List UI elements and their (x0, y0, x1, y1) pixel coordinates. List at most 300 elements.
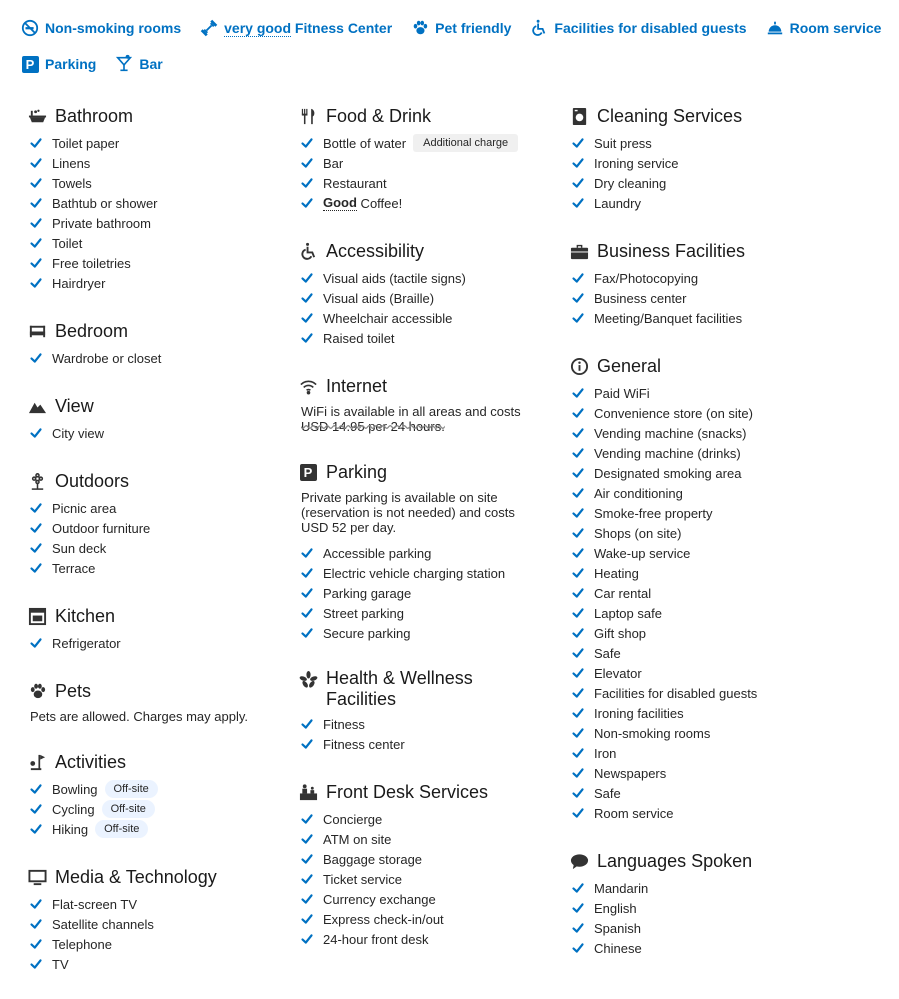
facility-item (568, 643, 848, 663)
facility-list (297, 133, 552, 213)
facility-label: Paid WiFi (594, 385, 650, 401)
facility-item (297, 288, 552, 308)
facility-label: Outdoor furniture (52, 520, 151, 536)
facility-item (568, 268, 848, 288)
paw-icon (26, 680, 48, 702)
facility-item (568, 523, 848, 543)
facility-label: Gift shop (594, 625, 647, 641)
facility-label: TV (52, 956, 69, 972)
facility-label: Ironing service (594, 155, 679, 171)
facility-label: Free toiletries (52, 255, 131, 271)
facility-label: Car rental (594, 585, 652, 601)
checkmark-icon (297, 913, 323, 925)
group-title: Bathroom (55, 105, 134, 126)
checkmark-icon (297, 332, 323, 344)
facility-label: English (594, 900, 637, 916)
highlight-label: Room service (789, 20, 882, 36)
facility-list (26, 133, 276, 293)
group-food-drink (297, 103, 552, 213)
wheelchair-icon (529, 18, 549, 38)
mountain-icon (26, 395, 48, 417)
facility-item (568, 898, 848, 918)
facility-label: Terrace (52, 560, 96, 576)
facility-label: Bar (323, 155, 344, 171)
facility-list (568, 268, 848, 328)
checkmark-icon (568, 627, 594, 639)
group-activities (26, 749, 276, 839)
facility-label: Refrigerator (52, 635, 121, 651)
facility-label: City view (52, 425, 105, 441)
checkmark-icon (26, 217, 52, 229)
highlight-room-service (765, 18, 882, 38)
facility-label: Bowling (52, 781, 98, 797)
facility-item (26, 423, 276, 443)
checkmark-icon (26, 958, 52, 970)
facility-label: Air conditioning (594, 485, 683, 501)
facility-item (568, 783, 848, 803)
facility-item (568, 288, 848, 308)
checkmark-icon (26, 938, 52, 950)
facility-list (297, 543, 552, 643)
checkmark-icon (297, 933, 323, 945)
facility-label: Toilet (52, 235, 83, 251)
facility-label: Currency exchange (323, 891, 436, 907)
group-accessibility (297, 238, 552, 348)
facility-item (568, 683, 848, 703)
highlight-label: Bar (139, 56, 163, 72)
facility-item (26, 213, 276, 233)
group-languages (568, 848, 848, 958)
facility-label: Restaurant (323, 175, 387, 191)
facility-item (297, 583, 552, 603)
group-business (568, 238, 848, 328)
facility-item (297, 193, 552, 213)
facility-label: Express check-in/out (323, 911, 444, 927)
facility-item (26, 558, 276, 578)
group-general (568, 353, 848, 823)
checkmark-icon (26, 352, 52, 364)
checkmark-icon (568, 312, 594, 324)
facility-list (26, 779, 276, 839)
facility-item (568, 503, 848, 523)
facility-label: Street parking (323, 605, 404, 621)
checkmark-icon (297, 627, 323, 639)
facility-item (26, 954, 276, 974)
facility-label: Toilet paper (52, 135, 120, 151)
facility-label: Facilities for disabled guests (594, 685, 758, 701)
wifi-price: USD 14.95 per 24 hours. (301, 419, 445, 434)
facility-label: Satellite channels (52, 916, 154, 932)
group-title: Parking (326, 461, 388, 482)
checkmark-icon (26, 427, 52, 439)
checkmark-icon (568, 547, 594, 559)
checkmark-icon (568, 727, 594, 739)
checkmark-icon (297, 813, 323, 825)
checkmark-icon (297, 718, 323, 730)
facility-label: Mandarin (594, 880, 649, 896)
group-health-wellness: Health & Wellness Facilities Fitness Fitness center (297, 668, 552, 754)
facility-label: Linens (52, 155, 91, 171)
no-smoking-icon (20, 18, 40, 38)
column-1 (26, 103, 276, 999)
facility-item (568, 743, 848, 763)
facility-item (297, 543, 552, 563)
facility-item (26, 233, 276, 253)
paw-icon (410, 18, 430, 38)
facility-label: Hairdryer (52, 275, 106, 291)
facility-item (568, 483, 848, 503)
facility-list (26, 423, 276, 443)
facility-label: Room service (594, 805, 674, 821)
group-outdoors (26, 468, 276, 578)
checkmark-icon (297, 312, 323, 324)
front-desk-icon (297, 781, 319, 803)
facility-list (26, 894, 276, 974)
checkmark-icon (297, 893, 323, 905)
checkmark-icon (297, 197, 323, 209)
facility-label: Sun deck (52, 540, 107, 556)
group-title: Kitchen (55, 605, 116, 626)
facility-item (297, 909, 552, 929)
offsite-badge: Off-site (95, 820, 148, 838)
facility-item (297, 268, 552, 288)
facility-label: Secure parking (323, 625, 411, 641)
checkmark-icon (568, 647, 594, 659)
bed-icon (26, 320, 48, 342)
checkmark-icon (568, 407, 594, 419)
highlight-label: Non-smoking rooms (45, 20, 182, 36)
facility-list (568, 383, 848, 823)
facility-item (297, 563, 552, 583)
checkmark-icon (568, 747, 594, 759)
facility-item (568, 918, 848, 938)
checkmark-icon (297, 272, 323, 284)
facility-item (297, 153, 552, 173)
speech-bubble-icon (568, 850, 590, 872)
checkmark-icon (568, 942, 594, 954)
parking-icon: P (297, 461, 319, 483)
checkmark-icon (568, 467, 594, 479)
checkmark-icon (297, 177, 323, 189)
checkmark-icon (568, 177, 594, 189)
column-2 (297, 103, 552, 974)
facility-label: Business center (594, 290, 687, 306)
cutlery-icon (297, 105, 319, 127)
group-parking (297, 459, 552, 643)
checkmark-icon (568, 387, 594, 399)
group-description: Private parking is available on site (reservation is not needed) and costs USD 52 per day. (301, 490, 515, 535)
facility-label: Ticket service (323, 871, 402, 887)
checkmark-icon (26, 542, 52, 554)
facility-item (297, 308, 552, 328)
checkmark-icon (26, 898, 52, 910)
review-keyword-link[interactable]: Good (323, 195, 357, 210)
group-title: Outdoors (55, 470, 130, 491)
checkmark-icon (26, 197, 52, 209)
facility-list (297, 268, 552, 348)
wifi-icon (297, 375, 319, 397)
group-title: Front Desk Services (326, 781, 489, 802)
fitness-rating-link[interactable]: very good (224, 19, 292, 36)
room-service-bell-icon (765, 18, 785, 38)
checkmark-icon (568, 272, 594, 284)
checkmark-icon (26, 177, 52, 189)
highlight-fitness (199, 18, 392, 38)
checkmark-icon (568, 922, 594, 934)
facility-label: Newspapers (594, 765, 667, 781)
briefcase-icon (568, 240, 590, 262)
facility-label: Shops (on site) (594, 525, 682, 541)
facility-list (26, 633, 276, 653)
facility-label: Bathtub or shower (52, 195, 158, 211)
group-title: Cleaning Services (597, 105, 743, 126)
checkmark-icon (568, 607, 594, 619)
checkmark-icon (568, 292, 594, 304)
facility-label: Fax/Photocopying (594, 270, 699, 286)
group-internet (297, 373, 552, 434)
facility-list (297, 809, 552, 949)
checkmark-icon (297, 607, 323, 619)
facility-item (26, 273, 276, 293)
facility-label: Visual aids (Braille) (323, 290, 435, 306)
facility-label: Heating (594, 565, 639, 581)
facility-item (26, 348, 276, 368)
facility-item (26, 153, 276, 173)
facility-label: Visual aids (tactile signs) (323, 270, 466, 286)
highlight-non-smoking (20, 18, 181, 38)
group-title: Activities (55, 751, 127, 772)
facility-label: Baggage storage (323, 851, 423, 867)
checkmark-icon (297, 738, 323, 750)
checkmark-icon (26, 502, 52, 514)
group-bathroom (26, 103, 276, 293)
checkmark-icon (26, 803, 52, 815)
checkmark-icon (568, 507, 594, 519)
checkmark-icon (568, 787, 594, 799)
highlight-disabled-facilities (529, 18, 746, 38)
flower-icon (26, 470, 48, 492)
facility-item (26, 498, 276, 518)
group-title: Accessibility (326, 240, 425, 261)
facility-label: Spanish (594, 920, 641, 936)
facility-item (297, 929, 552, 949)
facility-label: Laptop safe (594, 605, 662, 621)
group-title: View (55, 395, 94, 416)
facility-item (297, 869, 552, 889)
checkmark-icon (568, 567, 594, 579)
dumbbell-icon (199, 18, 219, 38)
facility-item (297, 603, 552, 623)
group-title: General (597, 355, 662, 376)
facility-label: Private bathroom (52, 215, 151, 231)
group-description: Pets are allowed. Charges may apply. (30, 709, 248, 724)
facility-label: Cycling (52, 801, 95, 817)
highlights-row-1 (20, 18, 899, 38)
info-icon (568, 355, 590, 377)
checkmark-icon (568, 487, 594, 499)
facility-label: Electric vehicle charging station (323, 565, 506, 581)
checkmark-icon (568, 447, 594, 459)
facility-label: Chinese (594, 940, 642, 956)
checkmark-icon (297, 567, 323, 579)
facility-item (568, 623, 848, 643)
checkmark-icon (568, 427, 594, 439)
facility-item (297, 173, 552, 193)
facility-label: Safe (594, 785, 621, 801)
checkmark-icon (26, 918, 52, 930)
facility-label: Ironing facilities (594, 705, 684, 721)
highlight-label: Parking (45, 56, 97, 72)
facility-item (568, 878, 848, 898)
group-pets (26, 678, 276, 724)
facility-item (568, 763, 848, 783)
checkmark-icon (297, 547, 323, 559)
checkmark-icon (26, 783, 52, 795)
checkmark-icon (568, 882, 594, 894)
facility-label: 24-hour front desk (323, 931, 429, 947)
facility-label: Wheelchair accessible (323, 310, 453, 326)
facility-item (297, 623, 552, 643)
checkmark-icon (26, 157, 52, 169)
highlights-row-2 (20, 54, 181, 74)
facility-item (297, 328, 552, 348)
facility-label-suffix: Coffee! (356, 195, 403, 211)
group-kitchen (26, 603, 276, 653)
checkmark-icon (568, 667, 594, 679)
checkmark-icon (568, 807, 594, 819)
checkmark-icon (297, 873, 323, 885)
golf-icon (26, 751, 48, 773)
group-description: WiFi is available in all areas and costs USD 14.95 per 24 hours. (301, 404, 552, 434)
facility-item (568, 563, 848, 583)
facility-label: Iron (594, 745, 617, 761)
checkmark-icon (26, 257, 52, 269)
checkmark-icon (26, 137, 52, 149)
facility-label: Concierge (323, 811, 383, 827)
checkmark-icon (297, 833, 323, 845)
facility-item (568, 938, 848, 958)
checkmark-icon (568, 707, 594, 719)
highlight-label: Fitness Center (291, 20, 393, 36)
checkmark-icon (568, 902, 594, 914)
checkmark-icon (568, 687, 594, 699)
checkmark-icon (26, 823, 52, 835)
group-title: Pets (55, 680, 92, 701)
facility-item (568, 173, 848, 193)
highlight-label: Pet friendly (435, 20, 512, 36)
checkmark-icon (568, 587, 594, 599)
checkmark-icon (568, 767, 594, 779)
spa-flower-icon (297, 668, 319, 690)
group-front-desk (297, 779, 552, 949)
checkmark-icon (297, 137, 323, 149)
facility-label: ATM on site (323, 831, 392, 847)
facility-list (26, 348, 276, 368)
additional-charge-badge: Additional charge (413, 134, 518, 152)
highlight-bar (114, 54, 162, 74)
facility-item (568, 463, 848, 483)
facility-item (568, 423, 848, 443)
group-title: Bedroom (55, 320, 129, 341)
group-title: Health & Wellness (326, 668, 473, 688)
facility-item (568, 663, 848, 683)
facility-item (26, 193, 276, 213)
facility-item (297, 734, 552, 754)
washing-machine-icon (568, 105, 590, 127)
facility-item (26, 819, 276, 839)
checkmark-icon (297, 292, 323, 304)
offsite-badge: Off-site (102, 800, 155, 818)
facility-item (568, 723, 848, 743)
facility-item (26, 253, 276, 273)
facility-item (26, 173, 276, 193)
facility-list (568, 133, 848, 213)
facility-label: Picnic area (52, 500, 117, 516)
checkmark-icon (26, 637, 52, 649)
facility-item (568, 383, 848, 403)
facility-label: Safe (594, 645, 621, 661)
facility-label: Non-smoking rooms (594, 725, 711, 741)
offsite-badge: Off-site (105, 780, 158, 798)
checkmark-icon (26, 237, 52, 249)
facility-item (568, 308, 848, 328)
facility-label: Towels (52, 175, 92, 191)
facility-label: Designated smoking area (594, 465, 742, 481)
group-title: Food & Drink (326, 105, 432, 126)
oven-icon (26, 605, 48, 627)
facility-label: Fitness (323, 716, 365, 732)
facility-item (568, 133, 848, 153)
facility-label: Raised toilet (323, 330, 395, 346)
facility-list (297, 714, 552, 754)
checkmark-icon (568, 527, 594, 539)
checkmark-icon (568, 197, 594, 209)
facility-label: Parking garage (323, 585, 412, 601)
cocktail-icon (114, 54, 134, 74)
tv-icon (26, 866, 48, 888)
facility-item (26, 934, 276, 954)
checkmark-icon (297, 853, 323, 865)
highlight-parking (20, 54, 96, 74)
facility-label: Wake-up service (594, 545, 691, 561)
facility-label: Fitness center (323, 736, 405, 752)
checkmark-icon (568, 157, 594, 169)
facility-label: Vending machine (drinks) (594, 445, 741, 461)
facility-item (297, 889, 552, 909)
checkmark-icon (26, 562, 52, 574)
facility-label: Flat-screen TV (52, 896, 138, 912)
group-bedroom (26, 318, 276, 368)
highlight-label: Facilities for disabled guests (554, 20, 747, 36)
facility-item (297, 829, 552, 849)
facility-list (568, 878, 848, 958)
facility-list (26, 498, 276, 578)
facility-item (568, 703, 848, 723)
facility-label: Convenience store (on site) (594, 405, 753, 421)
facility-item (568, 403, 848, 423)
wheelchair-icon (297, 240, 319, 262)
facility-label: Elevator (594, 665, 642, 681)
checkmark-icon (26, 277, 52, 289)
checkmark-icon (297, 157, 323, 169)
facility-item (26, 894, 276, 914)
facility-label: Suit press (594, 135, 652, 151)
facility-item (26, 914, 276, 934)
facility-label: Hiking (52, 821, 89, 837)
group-title: Languages Spoken (597, 850, 753, 871)
facility-label: Smoke-free property (594, 505, 713, 521)
facility-label: Laundry (594, 195, 641, 211)
